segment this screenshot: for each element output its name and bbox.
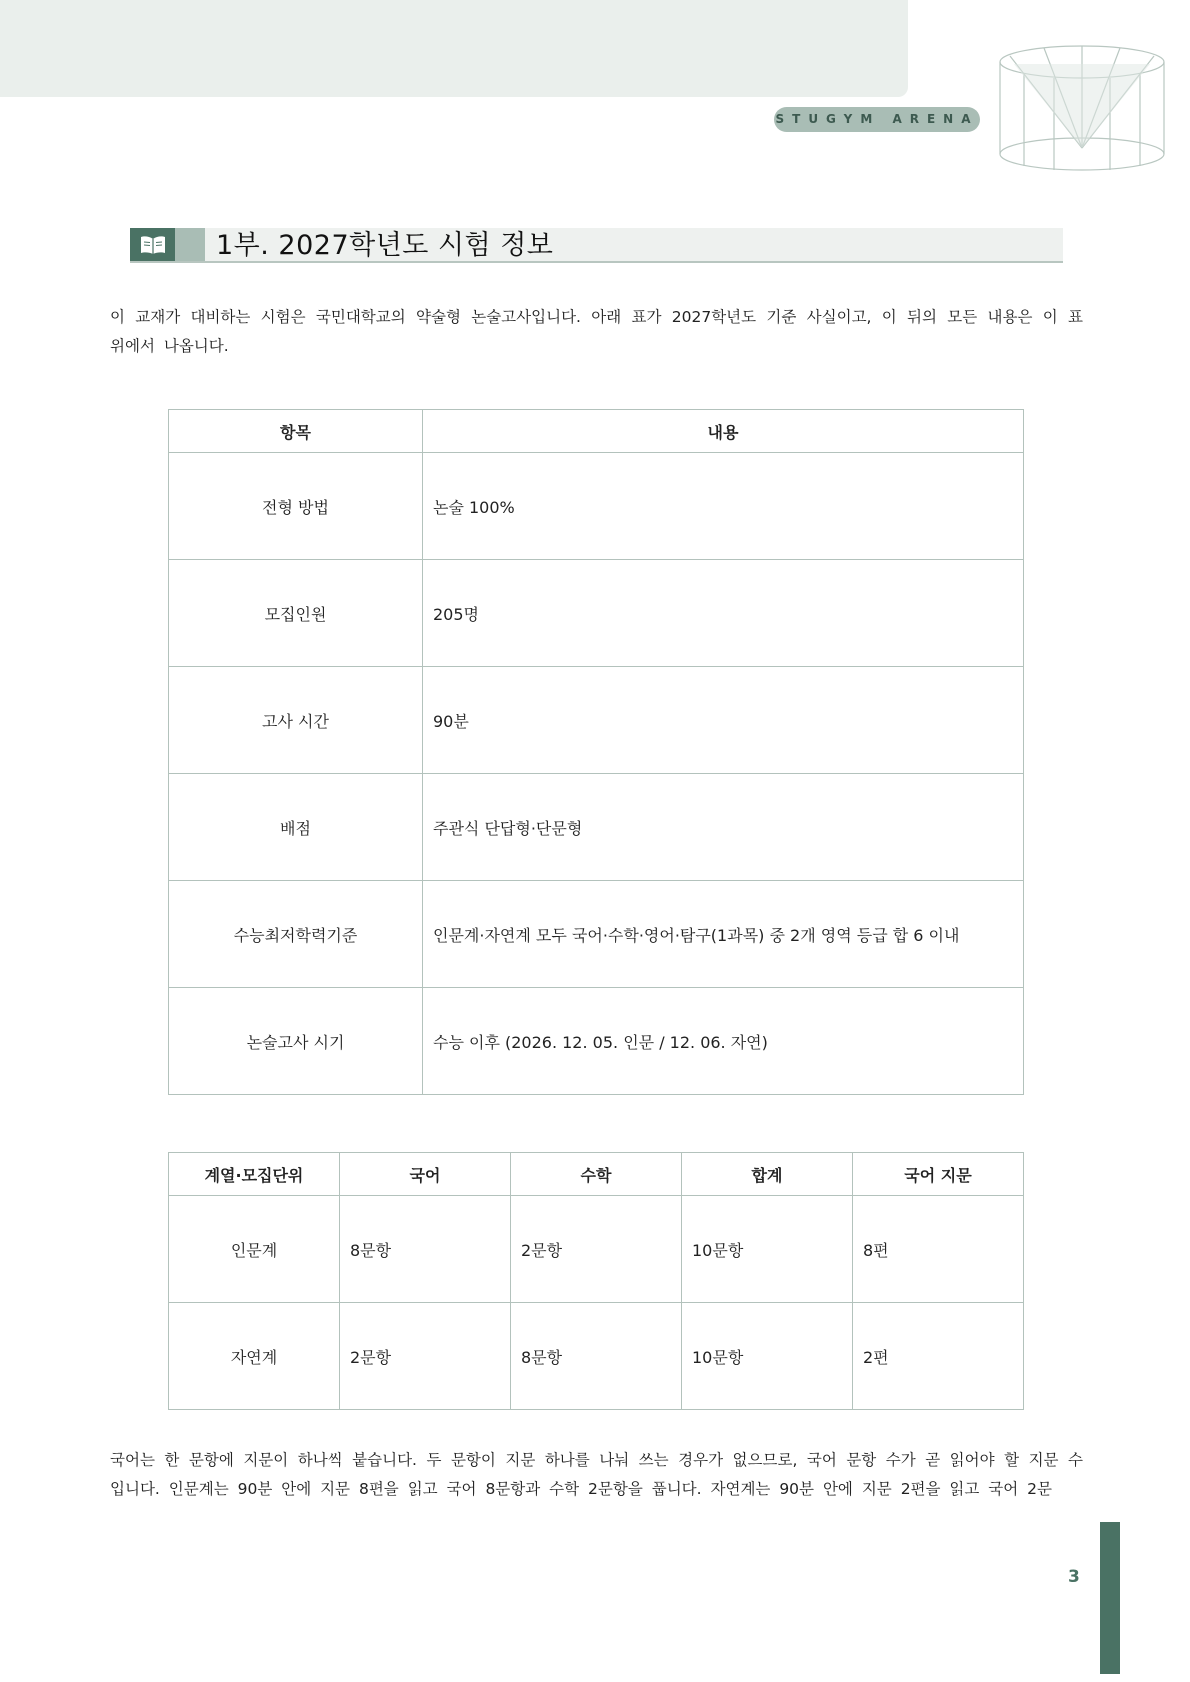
- page-side-bar: [1100, 1522, 1120, 1674]
- brand-label: STUGYM ARENA: [774, 107, 980, 132]
- row-value: 논술 100%: [423, 453, 1024, 560]
- table-row: [169, 881, 1024, 988]
- table-row: [169, 988, 1024, 1095]
- table-row: [169, 774, 1024, 881]
- table-header-row: [169, 410, 1024, 453]
- row-key: 모집인원: [169, 560, 423, 667]
- column-header: 국어: [340, 1153, 511, 1196]
- passages-cell: 2편: [853, 1303, 1024, 1410]
- korean-cell: 8문항: [340, 1196, 511, 1303]
- column-header: 내용: [423, 410, 1024, 453]
- question-count-table: [168, 1152, 1024, 1410]
- row-key: 전형 방법: [169, 453, 423, 560]
- cone-cylinder-graphic: [994, 40, 1170, 176]
- table-row: [169, 1303, 1024, 1410]
- passages-cell: 8편: [853, 1196, 1024, 1303]
- column-header: 항목: [169, 410, 423, 453]
- book-icon: [130, 228, 175, 261]
- table-row: [169, 667, 1024, 774]
- table-row: [169, 560, 1024, 667]
- total-cell: 10문항: [682, 1303, 853, 1410]
- row-key: 수능최저학력기준: [169, 881, 423, 988]
- unit-cell: 자연계: [169, 1303, 340, 1410]
- row-value: 수능 이후 (2026. 12. 05. 인문 / 12. 06. 자연): [423, 988, 1024, 1095]
- row-value: 90분: [423, 667, 1024, 774]
- row-key: 배점: [169, 774, 423, 881]
- header-band: [0, 0, 908, 97]
- section-title: 1부. 2027학년도 시험 정보: [216, 230, 554, 261]
- column-header: 국어 지문: [853, 1153, 1024, 1196]
- row-value: 주관식 단답형·단문형: [423, 774, 1024, 881]
- row-value: 인문계·자연계 모두 국어·수학·영어·탐구(1과목) 중 2개 영역 등급 합 6 이내: [423, 881, 1024, 988]
- column-header: 계열·모집단위: [169, 1153, 340, 1196]
- table-header-row: [169, 1153, 1024, 1196]
- total-cell: 10문항: [682, 1196, 853, 1303]
- intro-paragraph: 이 교재가 대비하는 시험은 국민대학교의 약술형 논술고사입니다. 아래 표가 2027학년도 기준 사실이고, 이 뒤의 모든 내용은 이 표 위에서 나옵니다.: [110, 308, 1083, 355]
- row-key: 논술고사 시기: [169, 988, 423, 1095]
- column-header: 수학: [511, 1153, 682, 1196]
- row-value: 205명: [423, 560, 1024, 667]
- korean-cell: 2문항: [340, 1303, 511, 1410]
- section-header: [130, 228, 1063, 263]
- unit-cell: 인문계: [169, 1196, 340, 1303]
- math-cell: 2문항: [511, 1196, 682, 1303]
- section-accent: [175, 228, 205, 261]
- exam-info-table: [168, 409, 1024, 1095]
- math-cell: 8문항: [511, 1303, 682, 1410]
- column-header: 합계: [682, 1153, 853, 1196]
- body-paragraph: 국어는 한 문항에 지문이 하나씩 붙습니다. 두 문항이 지문 하나를 나눠 쓰는 경우가 없으므로, 국어 문항 수가 곧 읽어야 할 지문 수입니다. 인문계는 90분 안에 지문 8편을 읽고 국어 8문항과 수학 2문항을 풉니다. 자연계는 90분 안에 지문 2편을 읽고 국어 2문: [110, 1451, 1083, 1498]
- page-number: 3: [1068, 1567, 1080, 1587]
- table-row: [169, 453, 1024, 560]
- table-row: [169, 1196, 1024, 1303]
- row-key: 고사 시간: [169, 667, 423, 774]
